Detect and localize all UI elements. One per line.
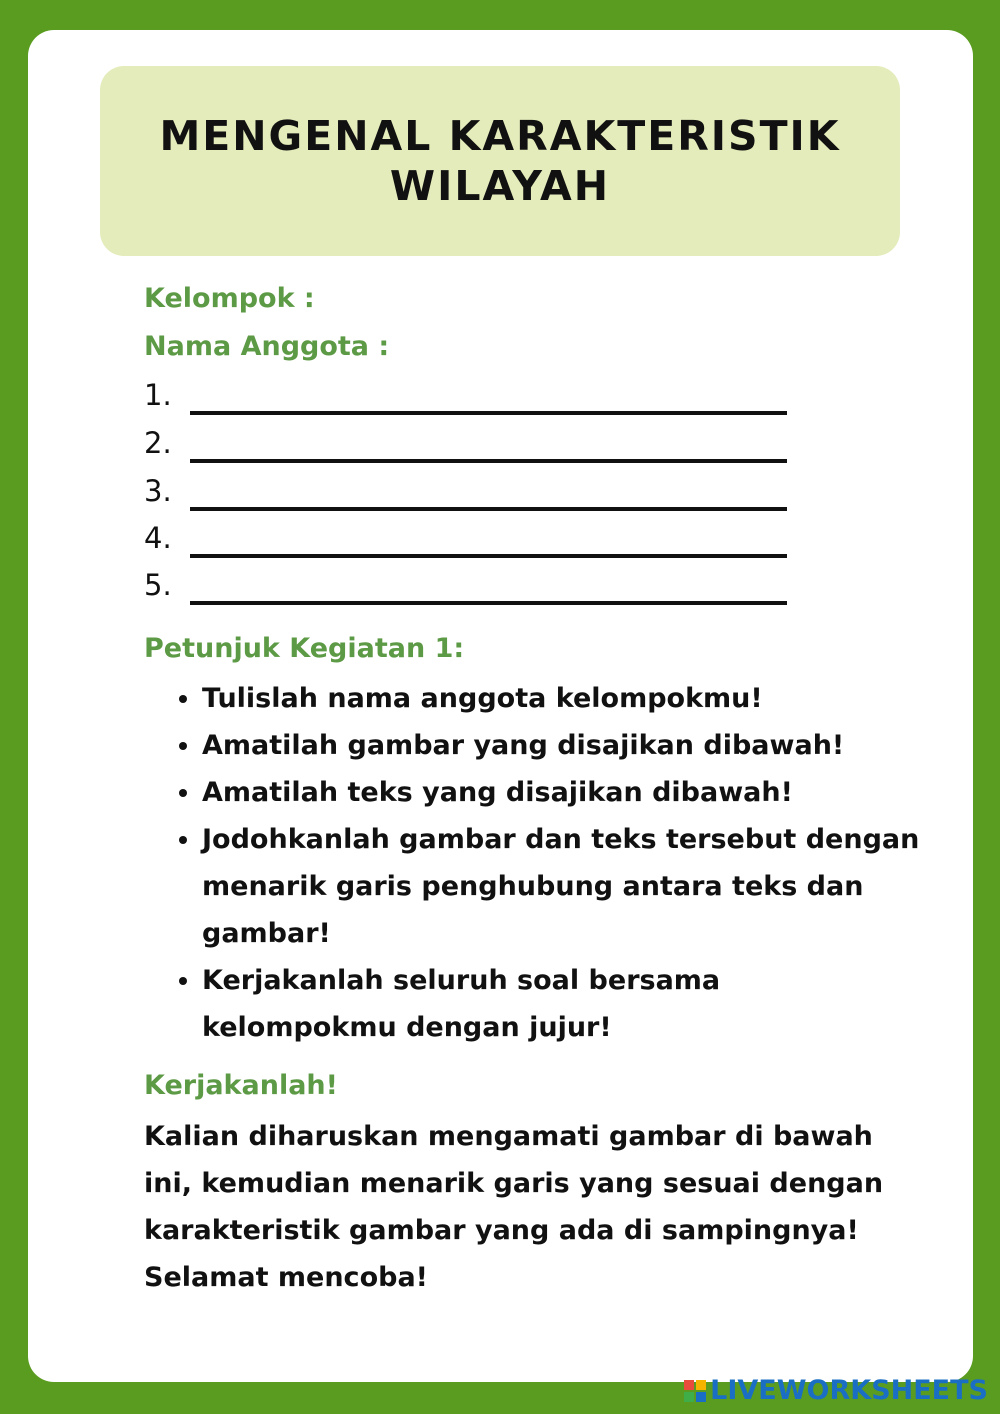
member-number: 5.	[144, 568, 172, 602]
member-answer-line[interactable]	[190, 601, 787, 605]
worksheet-page	[28, 30, 973, 1382]
members-label: Nama Anggota :	[144, 331, 390, 362]
list-item: • Amatilah gambar yang disajikan dibawah!	[202, 722, 922, 769]
task-description: Kalian diharuskan mengamati gambar di bawah ini, kemudian menarik garis yang sesuai dengan karakteristik gambar yang ada di sampingnya! Selamat mencoba!	[144, 1121, 884, 1293]
group-label: Kelompok :	[144, 283, 315, 314]
member-row-4[interactable]	[144, 521, 794, 561]
member-row-3[interactable]	[144, 474, 794, 514]
list-item: • Kerjakanlah seluruh soal bersama kelompokmu dengan jujur!	[202, 957, 922, 1051]
member-answer-line[interactable]	[190, 507, 787, 511]
member-answer-line[interactable]	[190, 459, 787, 463]
list-item: • Tulislah nama anggota kelompokmu!	[202, 675, 922, 722]
member-row-5[interactable]	[144, 568, 794, 608]
member-number: 1.	[144, 378, 172, 412]
instructions-heading: Petunjuk Kegiatan 1:	[144, 633, 465, 664]
watermark-text: LIVEWORKSHEETS	[710, 1375, 988, 1406]
list-item: • Jodohkanlah gambar dan teks tersebut dengan menarik garis penghubung antara teks dan gambar!	[202, 816, 922, 957]
page-title-line-1: MENGENAL KARAKTERISTIK	[159, 112, 841, 160]
member-answer-line[interactable]	[190, 411, 787, 415]
page-title-line-2: WILAYAH	[389, 162, 611, 210]
member-answer-line[interactable]	[190, 554, 787, 558]
liveworksheets-watermark	[684, 1375, 988, 1406]
task-heading: Kerjakanlah!	[144, 1070, 338, 1101]
member-row-2[interactable]	[144, 426, 794, 466]
list-item: • Amatilah teks yang disajikan dibawah!	[202, 769, 922, 816]
instructions-list	[174, 675, 922, 1051]
member-number: 3.	[144, 474, 172, 508]
member-number: 2.	[144, 426, 172, 460]
member-number: 4.	[144, 521, 172, 555]
title-banner	[100, 66, 900, 256]
liveworksheets-logo-icon	[684, 1380, 706, 1402]
member-row-1[interactable]	[144, 378, 794, 418]
